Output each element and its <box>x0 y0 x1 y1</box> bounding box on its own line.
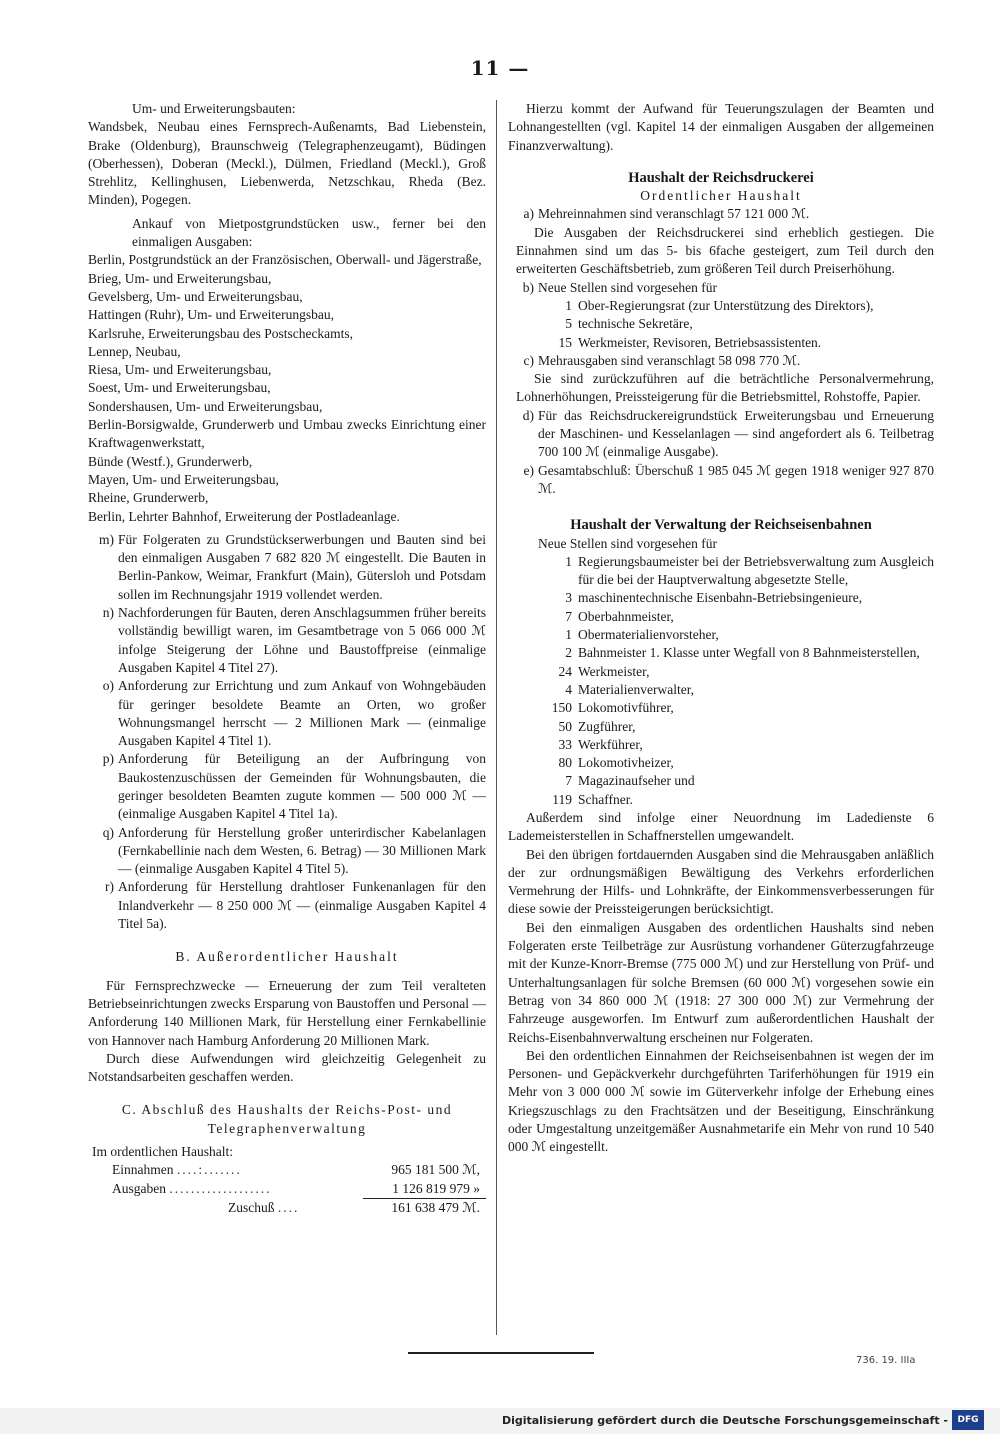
eisenbahn-paragraph: Bei den übrigen fortdauernden Ausgaben sind die Mehrausgaben anläßlich der zur ordnungsmäßigen Bewältigung des Verkehrs erforderlichen Vermehrung der Hilfs- und Lohnkräfte, der Einkommensverbesserungen für diese sowie der Preissteigerungen berücksichtigt. <box>508 846 934 917</box>
position-item <box>508 754 934 772</box>
item-label: q) <box>102 824 114 840</box>
item-label: e) <box>523 462 534 478</box>
list-item <box>508 407 934 462</box>
druckerei-title: Haushalt der Reichsdruckerei <box>628 169 814 186</box>
item-text: Für das Reichsdruckereigrundstück Erweiterungsbau und Erneuerung der Maschinen- und Kesselanlagen — sind angefordert als 6. Teilbetrag 700 100 ℳ (einmalige Ausgabe). <box>538 407 934 460</box>
bottom-rule <box>408 1352 594 1354</box>
position-item <box>508 791 934 809</box>
summary-value: 965 181 500 ℳ, <box>391 1162 480 1178</box>
item-text: Für Folgeraten zu Grundstückserwerbungen und Bauten sind bei den einmaligen Ausgaben 7 682 820 ℳ eingestellt. Die Bauten in Berlin-Pankow, Weimar, Frankfurt (Main), Gütersloh und Potsdam sollen im Rechnungsjahr 1919 vollendet werden. <box>118 531 486 602</box>
list-item <box>508 352 934 370</box>
eisenbahn-paragraph: Außerdem sind infolge einer Neuordnung im Ladedienste 6 Lademeisterstellen in Schaffnerstellen umgewandelt. <box>508 809 934 844</box>
list-item <box>508 205 934 223</box>
position-text: Materialienverwalter, <box>578 681 695 697</box>
list-item <box>88 531 486 604</box>
purchase-list <box>88 251 486 525</box>
position-item <box>508 736 934 754</box>
purchase-item: Mayen, Um- und Erweiterungsbau, <box>88 471 279 487</box>
item-label: b) <box>522 279 534 295</box>
position-count: 80 <box>558 755 572 771</box>
item-text: Nachforderungen für Bauten, deren Anschlagsummen früher bereits vollständig bewilligt waren, im Gesamtbetrage von 5 066 000 ℳ infolge Steigerung der Löhne und Baustoffpreise (einmalige Ausgaben Kapitel 4 Titel 27). <box>118 605 486 675</box>
purchase-item: Gevelsberg, Um- und Erweiterungsbau, <box>88 288 303 304</box>
position-text: Magazinaufseher und <box>578 773 695 789</box>
position-count: 5 <box>565 316 572 332</box>
item-label: d) <box>522 407 534 423</box>
eisenbahn-title: Haushalt der Verwaltung der Reichseisenbahnen <box>570 517 872 534</box>
item-text: Anforderung für Herstellung drahtloser Funkenanlagen für den Inlandverkehr — 8 250 000 ℳ — (einmalige Ausgaben Kapitel 4 Titel 5a). <box>118 879 486 932</box>
eisenbahn-intro: Neue Stellen sind vorgesehen für <box>538 535 717 551</box>
item-label: n) <box>102 605 114 621</box>
print-mark: 736. 19. IIIa <box>856 1355 916 1366</box>
item-text: Mehreinnahmen sind veranschlagt 57 121 000 ℳ. <box>538 206 810 222</box>
summary-label: Einnahmen ....:....... <box>112 1162 242 1178</box>
position-item <box>508 608 934 626</box>
page-number-dash: — <box>508 56 530 80</box>
item-label: a) <box>523 206 534 222</box>
purchase-item: Rheine, Grunderwerb, <box>88 490 209 506</box>
position-text: Oberbahnmeister, <box>578 608 674 624</box>
position-count: 3 <box>565 590 572 606</box>
table-row <box>88 1198 486 1217</box>
druckerei-subtitle: Ordentlicher Haushalt <box>640 188 802 204</box>
purchase-item: Bünde (Westf.), Grunderwerb, <box>88 453 253 469</box>
position-text: Ober-Regierungsrat (zur Unterstützung des Direktors), <box>578 297 874 313</box>
summary-total-label: Zuschuß .... <box>228 1199 300 1215</box>
list-item <box>508 462 934 499</box>
position-count: 15 <box>558 334 572 350</box>
position-text: Schaffner. <box>578 791 633 807</box>
summary-intro: Im ordentlichen Haushalt: <box>92 1144 233 1160</box>
position-item <box>508 626 934 644</box>
purchase-item: Soest, Um- und Erweiterungsbau, <box>88 380 271 396</box>
section-b-paragraph: Für Fernsprechzwecke — Erneuerung der zum Teil veralteten Betriebseinrichtungen zwecks Ersparung von Baustoffen und Personal — Anforderung 140 Millionen Mark, für Herstellung einer Fernkabellinie von Hannover nach Hamburg Anforderung 20 Millionen Mark. <box>88 977 486 1048</box>
summary-total-value: 161 638 479 ℳ. <box>391 1199 480 1215</box>
position-count: 33 <box>558 736 572 752</box>
position-count: 1 <box>565 297 572 313</box>
right-column <box>508 100 934 1157</box>
druckerei-a-detail: Die Ausgaben der Reichsdruckerei sind erheblich gestiegen. Die Einnahmen sind um das 5- bis 6fache gesteigert, zum Teil durch den erweiterten Geschäftsbetrieb, zum größeren Teil durch Preiserhöhung. <box>516 224 934 277</box>
position-item <box>508 315 934 333</box>
position-item <box>508 772 934 790</box>
purchase-item: Riesa, Um- und Erweiterungsbau, <box>88 362 272 378</box>
summary-value: 1 126 819 979 » <box>363 1180 486 1199</box>
position-item <box>508 718 934 736</box>
position-count: 150 <box>551 700 572 716</box>
purchase-item: Karlsruhe, Erweiterungsbau des Postscheckamts, <box>88 325 354 341</box>
item-text: Mehrausgaben sind veranschlagt 58 098 770 ℳ. <box>538 352 801 368</box>
position-count: 24 <box>558 663 572 679</box>
item-text: Anforderung zur Errichtung und zum Ankauf von Wohngebäuden für geringer besoldete Beamte an Orten, wo großer Wohnungsmangel herrscht — 2 Millionen Mark — (einmalige Ausgaben Kapitel 4 Titel 1). <box>118 678 486 749</box>
position-text: Lokomotivführer, <box>578 700 674 716</box>
list-item <box>88 604 486 677</box>
page-number-value: 11 <box>470 56 501 80</box>
intro-paragraph: Hierzu kommt der Aufwand für Teuerungszulagen der Beamten und Lohnangestellten (vgl. Kapitel 14 der einmaligen Ausgaben der allgemeinen Finanzverwaltung). <box>508 101 934 153</box>
item-label: o) <box>102 678 114 694</box>
lettered-items <box>88 531 486 934</box>
eisenbahn-paragraph: Bei den einmaligen Ausgaben des ordentlichen Haushalts sind neben Folgeraten erste Teilbeträge zur Ausrüstung vorhandener Güterzugfahrzeuge mit der Kunze-Knorr-Bremse (775 000 ℳ) und zur Herstellung von Prüf- und Unterhaltungsanlagen für solche Bremsen (60 000 ℳ) vorgesehen sowie ein Betrag von 34 860 000 ℳ (1918: 27 300 000 ℳ) zur Vermehrung der Fahrzeuge ausgeworfen. Im Entwurf zum außerordentlichen Haushalt der Reichs-Eisenbahnverwaltung erscheinen nur Folgeraten. <box>508 919 934 1045</box>
footer-credit: Digitalisierung gefördert durch die Deutsche Forschungsgemeinschaft - <box>501 1414 948 1427</box>
list-item <box>508 279 934 297</box>
table-row <box>88 1161 486 1179</box>
position-count: 1 <box>565 627 572 643</box>
position-count: 4 <box>565 681 572 697</box>
purchase-item: Lennep, Neubau, <box>88 343 181 359</box>
position-text: Werkmeister, <box>578 663 650 679</box>
position-text: Werkführer, <box>578 736 643 752</box>
item-text: Neue Stellen sind vorgesehen für <box>538 279 717 295</box>
purchase-item: Berlin, Postgrundstück an der Französischen, Oberwall- und Jägerstraße, <box>88 252 482 268</box>
eisenbahn-positions <box>508 553 934 809</box>
item-text: Anforderung für Herstellung großer unterirdischer Kabelanlagen (Fernkabellinie nach dem Westen, 6. Betrag) — 30 Millionen Mark — (einmalige Ausgaben Kapitel 4 Titel 5). <box>118 824 486 877</box>
purchase-item: Brieg, Um- und Erweiterungsbau, <box>88 270 272 286</box>
purchase-item: Sondershausen, Um- und Erweiterungsbau, <box>88 398 323 414</box>
table-row <box>88 1180 486 1199</box>
position-count: 119 <box>552 791 572 807</box>
item-label: m) <box>99 531 114 547</box>
position-item <box>508 334 934 352</box>
section-b-paragraph: Durch diese Aufwendungen wird gleichzeitig Gelegenheit zu Notstandsarbeiten geschaffen werden. <box>88 1050 486 1085</box>
list-item <box>88 677 486 750</box>
list-item <box>88 824 486 879</box>
position-item <box>508 553 934 590</box>
position-item <box>508 699 934 717</box>
purchase-item: Berlin, Lehrter Bahnhof, Erweiterung der Postladeanlage. <box>88 508 400 524</box>
druckerei-c-detail: Sie sind zurückzuführen auf die beträchtliche Personalvermehrung, Lohnerhöhungen, Preissteigerung für die Betriebsmittel, Rohstoffe, Papier. <box>516 371 934 405</box>
item-text: Gesamtabschluß: Überschuß 1 985 045 ℳ gegen 1918 weniger 927 870 ℳ. <box>538 462 934 496</box>
summary-label: Ausgaben ................... <box>112 1180 272 1196</box>
position-count: 50 <box>558 718 572 734</box>
position-count: 1 <box>565 553 572 569</box>
position-count: 2 <box>565 645 572 661</box>
position-text: Lokomotivheizer, <box>578 755 674 771</box>
dfg-logo-icon: DFG <box>952 1410 984 1430</box>
purchase-item: Berlin-Borsigwalde, Grunderwerb und Umbau zwecks Einrichtung einer Kraftwagenwerkstatt, <box>88 417 486 451</box>
purchase-item: Hattingen (Ruhr), Um- und Erweiterungsbau, <box>88 307 334 323</box>
item-label: r) <box>105 879 114 895</box>
section-c-title: C. Abschluß des Haushalts der Reichs-Post- und Telegraphenverwaltung <box>121 1102 453 1136</box>
summary-table <box>88 1161 486 1217</box>
list-item <box>88 750 486 823</box>
eisenbahn-paragraph: Bei den ordentlichen Einnahmen der Reichseisenbahnen ist wegen der im Personen- und Gepäckverkehr durchgeführten Tariferhöhungen für 1919 ein Mehr von 3 000 000 ℳ sowie im Güterverkehr infolge der Erhebung eines Kriegszuschlags zu den Frachtsätzen und der Beseitigung, Einschränkung oder Umgestaltung unzeitgemäßer Ausnahmetarife ein Mehr von rund 10 540 000 ℳ eingestellt. <box>508 1047 934 1155</box>
position-item <box>508 297 934 315</box>
construction-places: Wandsbek, Neubau eines Fernsprech-Außenamts, Bad Liebenstein, Brake (Oldenburg), Braunschweig (Telegraphenzeugamt), Büdingen (Oberhessen), Doberan (Meckl.), Dülmen, Friedland (Meckl.), Groß Strehlitz, Kellinghusen, Liebenwerda, Netzschkau, Rheda (Bez. Minden), Pogegen. <box>88 119 486 208</box>
position-text: Bahnmeister 1. Klasse unter Wegfall von 8 Bahnmeisterstellen, <box>578 645 920 661</box>
column-divider <box>496 100 497 1335</box>
list-item <box>88 878 486 933</box>
item-text: Anforderung für Beteiligung an der Aufbringung von Baukostenzuschüssen der Gemeinden für Wohnungsbauten, die geringer besoldeten Beamten zugute kommen — 500 000 ℳ — (einmalige Ausgaben Kapitel 4 Titel 1a). <box>118 751 486 822</box>
position-item <box>508 589 934 607</box>
position-text: Obermaterialienvorsteher, <box>578 627 719 643</box>
item-label: c) <box>523 352 534 368</box>
position-item <box>508 681 934 699</box>
position-count: 7 <box>565 773 572 789</box>
item-label: p) <box>102 751 114 767</box>
position-text: technische Sekretäre, <box>578 316 693 332</box>
position-text: Zugführer, <box>578 718 636 734</box>
construction-intro: Um- und Erweiterungsbauten: <box>132 101 296 116</box>
section-b-title: B. Außerordentlicher Haushalt <box>175 949 399 965</box>
position-item <box>508 663 934 681</box>
position-text: maschinentechnische Eisenbahn-Betriebsingenieure, <box>578 590 863 606</box>
left-column <box>88 100 486 1217</box>
position-item <box>508 644 934 662</box>
position-text: Regierungsbaumeister bei der Betriebsverwaltung zum Ausgleich für die bei der Hauptverwaltung abgesetzte Stelle, <box>578 553 934 588</box>
purchase-intro: Ankauf von Mietpostgrundstücken usw., ferner bei den einmaligen Ausgaben: <box>132 215 486 250</box>
page-number <box>0 56 1000 80</box>
position-count: 7 <box>565 608 572 624</box>
position-text: Werkmeister, Revisoren, Betriebsassistenten. <box>578 334 822 350</box>
